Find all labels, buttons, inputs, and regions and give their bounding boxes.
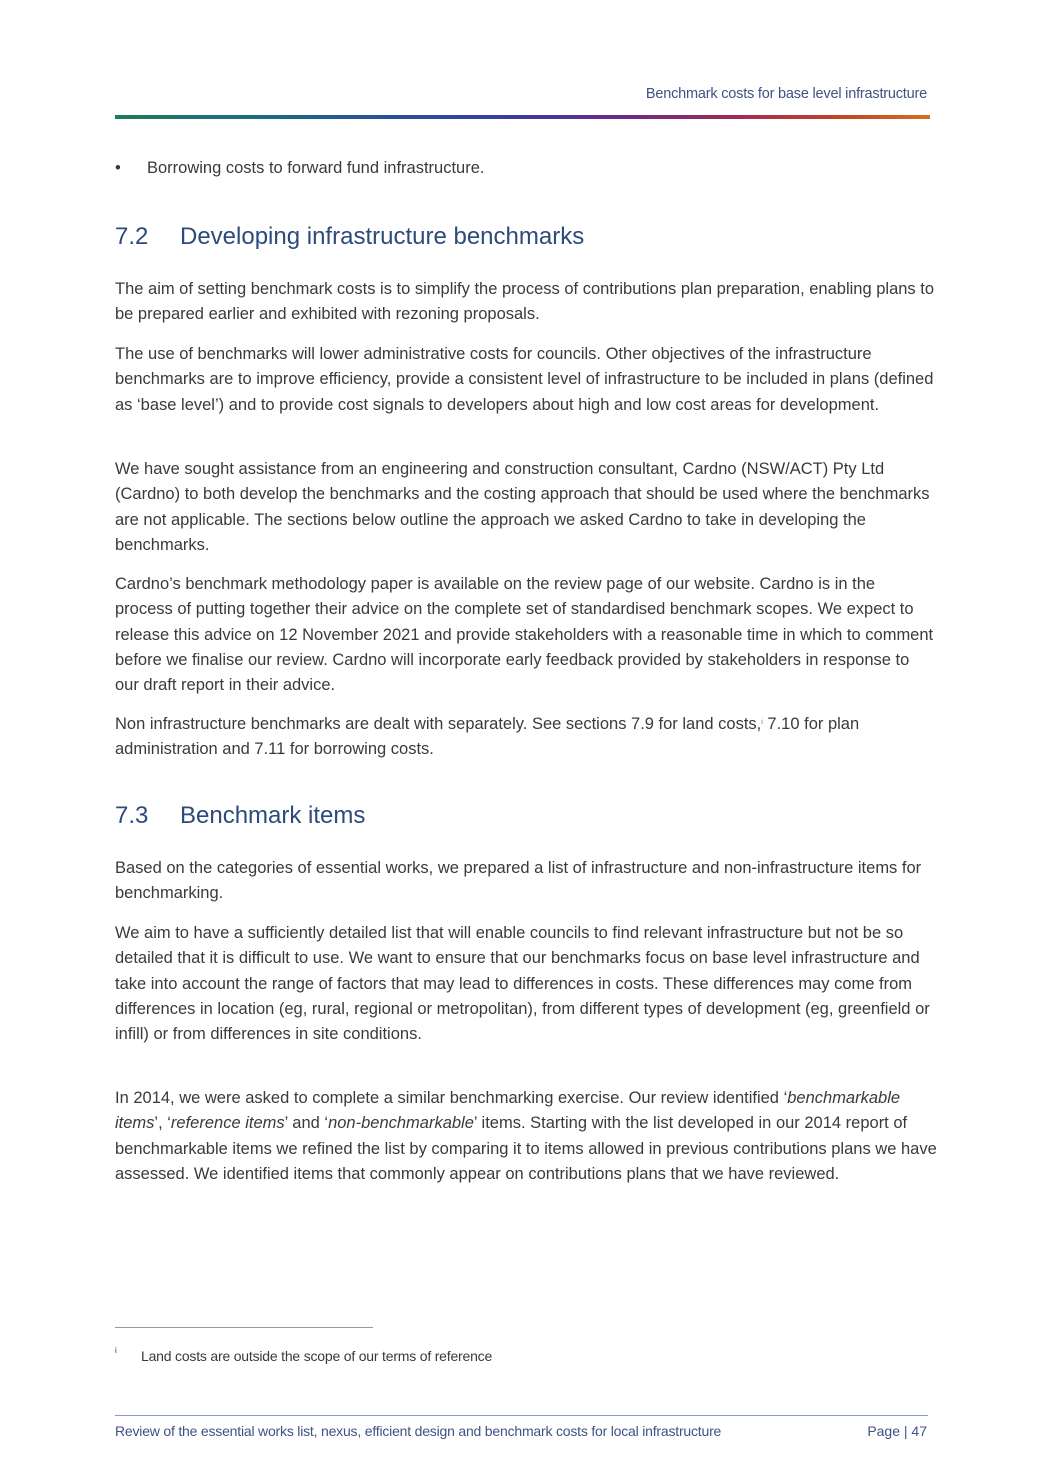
footnote-reference[interactable]: i xyxy=(761,719,763,726)
paragraph xyxy=(115,1086,937,1187)
paragraph xyxy=(115,712,937,763)
paragraph: We have sought assistance from an engineering and construction consultant, Cardno (NSW/ACT) Pty Ltd (Cardno) to both develop the benchmarks and the costing approach that should be used where the benchmarks are not applicable. The sections below outline the approach we asked Cardno to take in developing the benchmarks. xyxy=(115,460,930,554)
paragraph-text: ’ items. Starting with the list developed in our 2014 report of benchmarkable items we refined the list by comparing it to items allowed in previous contributions plans we have assessed. We identified items that commonly appear on contributions plans that we have reviewed. xyxy=(115,1114,937,1183)
paragraph: Based on the categories of essential works, we prepared a list of infrastructure and non-infrastructure items for benchmarking. xyxy=(115,859,922,903)
paragraph: Cardno’s benchmark methodology paper is available on the review page of our website. Cardno is in the process of putting together their advice on the complete set of standardised benchmark scopes. We expect to release this advice on 12 November 2021 and provide stakeholders with a reasonable time in which to comment before we finalise our review. Cardno will incorporate early feedback provided by stakeholders in response to our draft report in their advice. xyxy=(115,575,934,695)
section-title: Benchmark items xyxy=(180,802,366,829)
paragraph-text: Non infrastructure benchmarks are dealt with separately. See sections 7.9 for land costs, xyxy=(115,715,762,733)
footer-rule xyxy=(115,1415,928,1416)
paragraph: The aim of setting benchmark costs is to simplify the process of contributions plan preparation, enabling plans to be prepared earlier and exhibited with rezoning proposals. xyxy=(115,280,935,324)
paragraph: We aim to have a sufficiently detailed list that will enable councils to find relevant infrastructure but not be so detailed that it is difficult to use. We want to ensure that our benchmarks focus on base level infrastructure and take into account the range of factors that may lead to differences in costs. These differences may come from differences in location (eg, rural, regional or metropolitan), from different types of development (eg, greenfield or infill) or from differences in site conditions. xyxy=(115,924,930,1044)
footnote-separator xyxy=(115,1327,373,1328)
paragraph-text: 7.10 for plan administration and 7.11 for borrowing costs. xyxy=(115,715,860,759)
running-header-title: Benchmark costs for base level infrastructure xyxy=(645,86,927,102)
paragraph-text: ’ and ‘ xyxy=(284,1114,329,1133)
section-heading-7-2 xyxy=(115,223,584,251)
section-heading-7-3 xyxy=(115,802,365,830)
section-title: Developing infrastructure benchmarks xyxy=(180,223,585,250)
italic-term: benchmarkable items xyxy=(115,1089,901,1133)
bullet-symbol: • xyxy=(115,159,121,177)
bullet-text: Borrowing costs to forward fund infrastructure. xyxy=(147,159,485,177)
footer-document-title: Review of the essential works list, nexus, efficient design and benchmark costs for local infrastructure xyxy=(115,1423,722,1439)
header-gradient-rule xyxy=(115,115,930,119)
paragraph: The use of benchmarks will lower administrative costs for councils. Other objectives of the infrastructure benchmarks are to improve efficiency, provide a consistent level of infrastructure to be included in plans (defined as ‘base level’) and to provide cost signals to developers about high and low cost areas for development. xyxy=(115,345,934,414)
italic-term: non-benchmarkable xyxy=(328,1114,474,1133)
paragraph-text: In 2014, we were asked to complete a similar benchmarking exercise. Our review identified ‘ xyxy=(115,1089,788,1107)
section-number: 7.3 xyxy=(115,802,149,829)
footnote-mark: i xyxy=(115,1346,117,1355)
italic-term: reference items xyxy=(170,1114,285,1133)
footnote-text: Land costs are outside the scope of our terms of reference xyxy=(141,1348,493,1364)
section-number: 7.2 xyxy=(115,223,149,250)
footer-page-number: Page | 47 xyxy=(867,1423,927,1439)
paragraph-text: ’, ‘ xyxy=(154,1114,171,1133)
